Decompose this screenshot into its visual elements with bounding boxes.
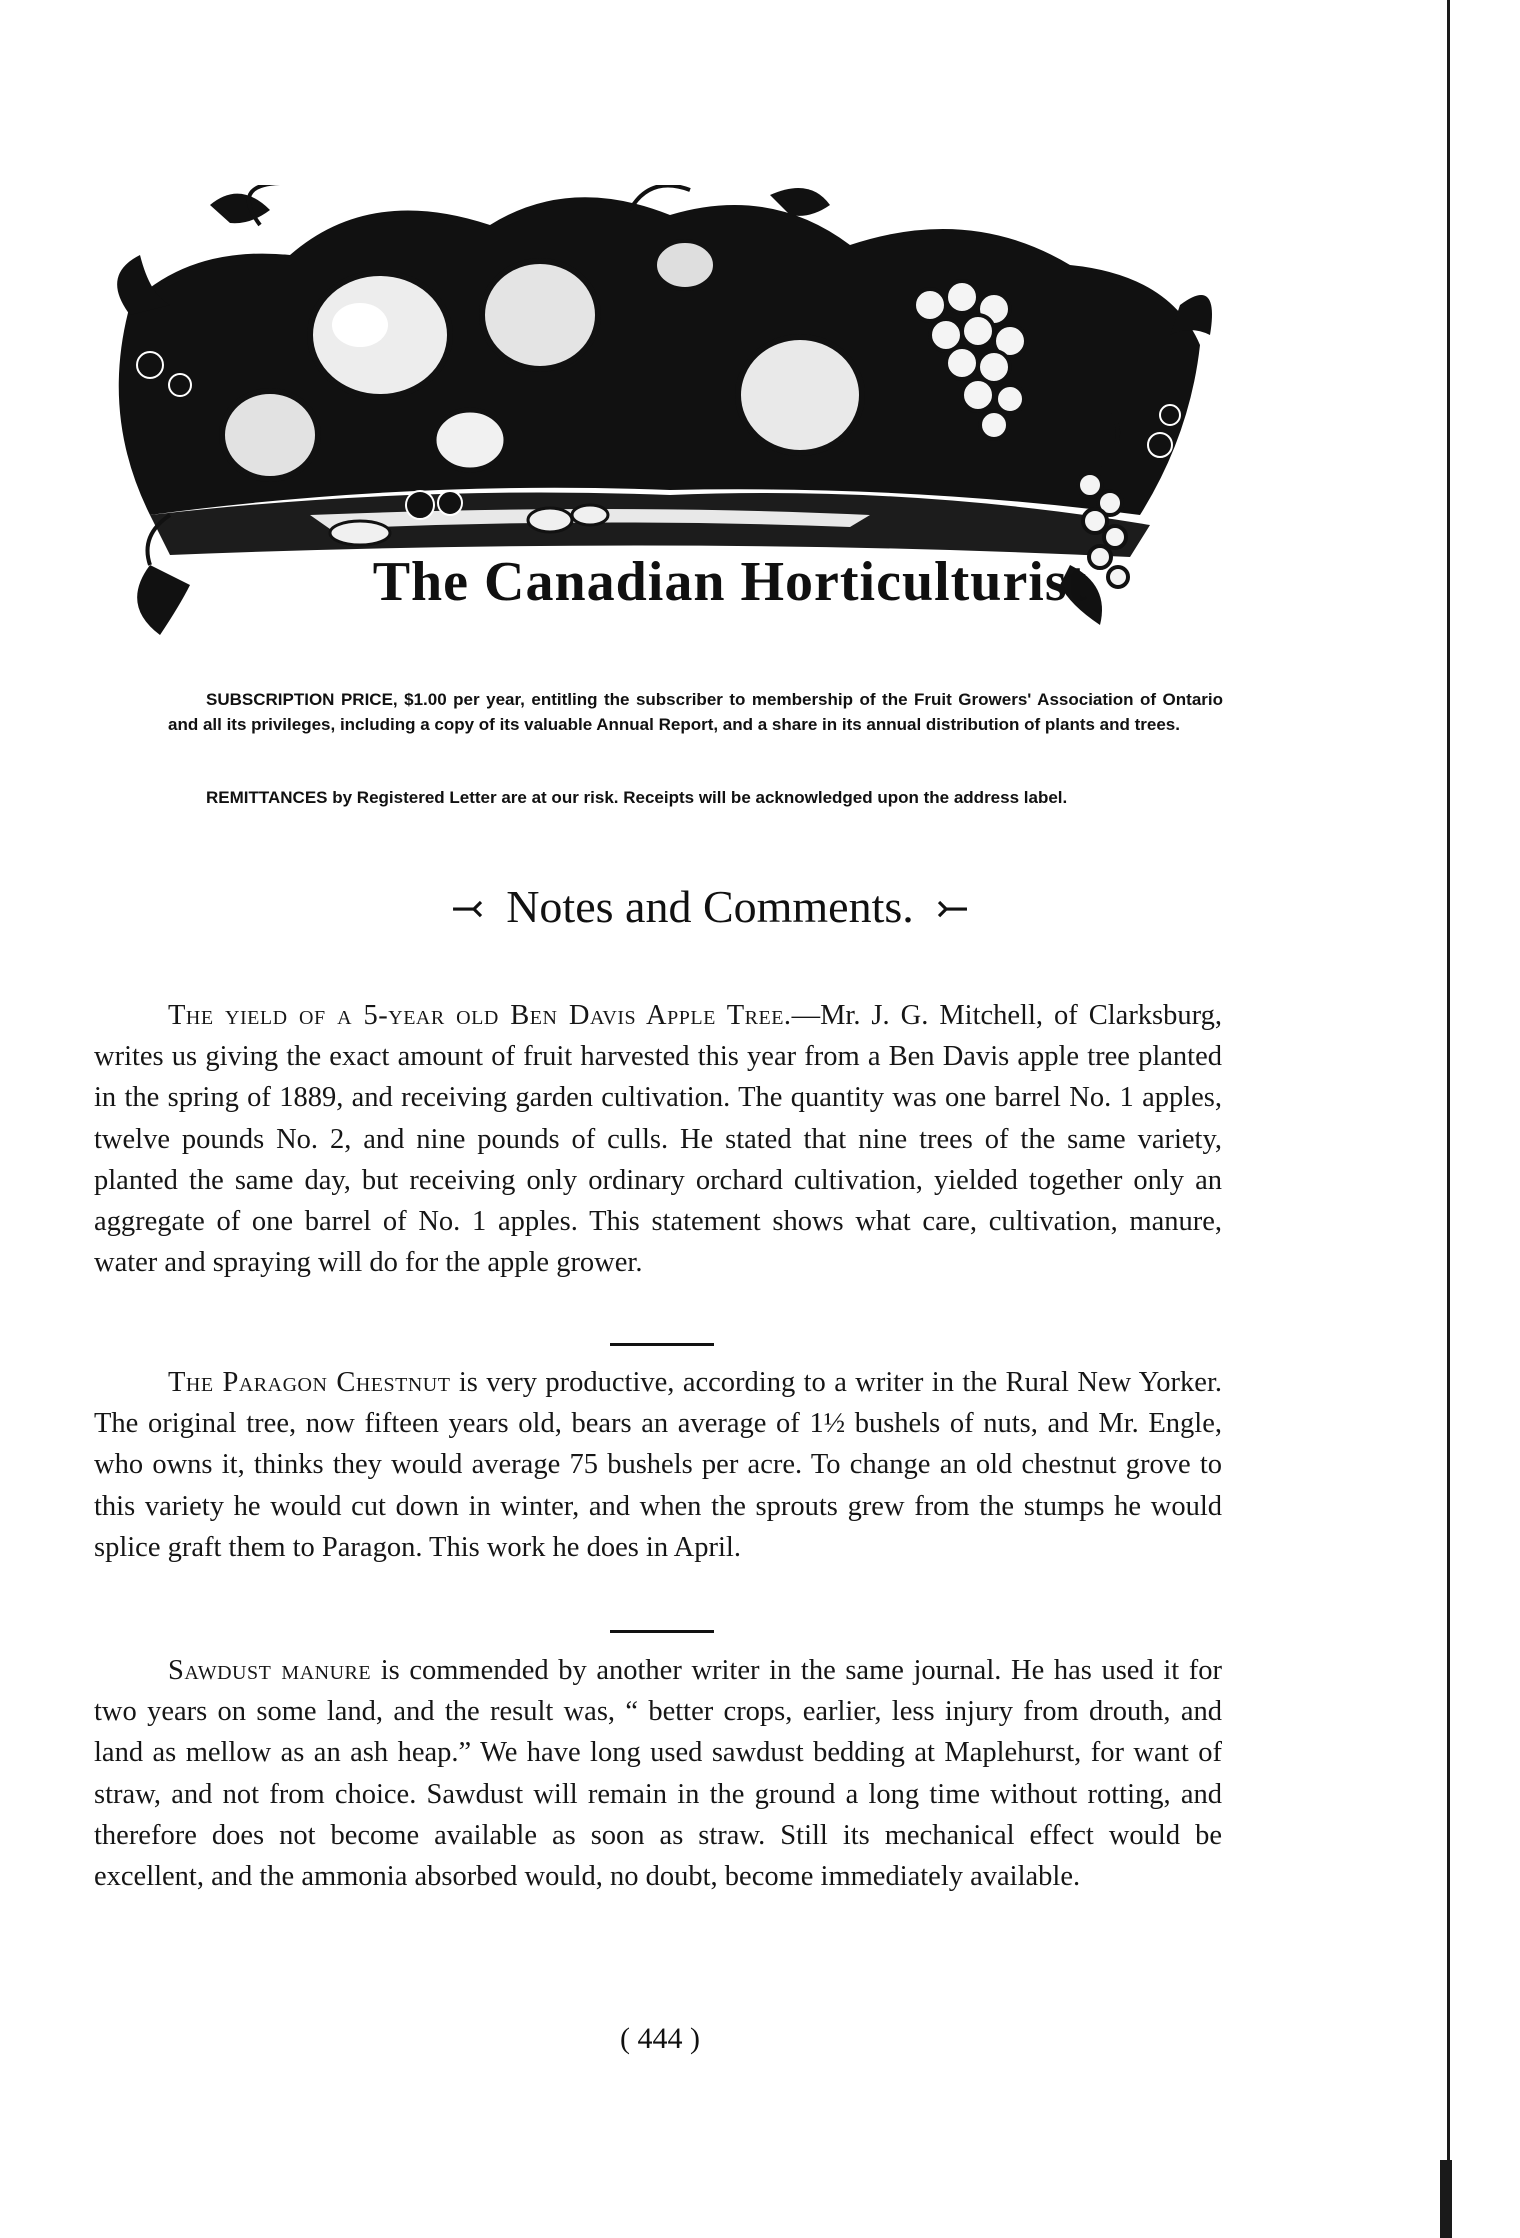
- article-paragon-chestnut: [94, 1362, 1222, 1568]
- remittances-lead: REMITTANCES: [206, 788, 328, 807]
- subscription-notice: [168, 687, 1223, 737]
- subscription-text: $1.00 per year, entitling the subscriber to membership of the Fruit Growers' Association of Ontario and all its privileges, including a copy of its valuable Annual Report, and a share in its annual distribution of plants and trees.: [168, 690, 1224, 734]
- article-lead: The yield of a 5-year old Ben Davis Apple Tree.: [168, 1000, 792, 1031]
- page-edge: [1447, 0, 1450, 2238]
- article-lead: The Paragon Chestnut: [168, 1367, 451, 1398]
- page-edge-foot: [1440, 2160, 1470, 2238]
- section-heading: [270, 880, 1150, 933]
- divider-rule: [610, 1630, 714, 1633]
- remittances-text: by Registered Letter are at our risk. Receipts will be acknowledged upon the address label.: [327, 788, 1068, 807]
- masthead: [110, 185, 1220, 665]
- section-title: Notes and Comments.: [506, 881, 914, 932]
- ornament-right-icon: ⤚: [935, 886, 970, 931]
- ornament-left-icon: ⤙: [450, 886, 485, 931]
- article-sawdust-manure: [94, 1650, 1222, 1897]
- article-lead: Sawdust manure: [168, 1655, 372, 1686]
- article-body: is very productive, according to a writer in the Rural New Yorker. The original tree, now fifteen years old, bears an average of 1½ bushels of nuts, and Mr. Engle, who owns it, thinks they would average 75 bushels per acre. To change an old chestnut grove to this variety he would cut down in winter, and when the sprouts grew from the stumps he would splice graft them to Paragon. This work he does in April.: [94, 1367, 1222, 1563]
- article-body: —Mr. J. G. Mitchell, of Clarksburg, writes us giving the exact amount of fruit harvested this year from a Ben Davis apple tree planted in the spring of 1889, and receiving garden cultivation. The quantity was one barrel No. 1 apples, twelve pounds No. 2, and nine pounds of culls. He stated that nine trees of the same variety, planted the same day, but receiving only ordinary orchard cultivation, yielded together only an aggregate of one barrel of No. 1 apples. This statement shows what care, cultivation, manure, water and spraying will do for the apple grower.: [94, 1000, 1222, 1279]
- article-ben-davis: [94, 995, 1222, 1283]
- subscription-lead: SUBSCRIPTION PRICE,: [206, 690, 398, 709]
- article-body: is commended by another writer in the same journal. He has used it for two years on some land, and the result was, “ better crops, earlier, less injury from drouth, and land as mellow as an ash heap.” We have long used sawdust bedding at Maplehurst, for want of straw, and not from choice. Sawdust will remain in the ground a long time without rotting, and therefore does not become available as soon as straw. Still its mechanical effect would be excellent, and the ammonia absorbed would, no doubt, become immediately available.: [94, 1655, 1223, 1893]
- page-number: ( 444 ): [620, 2022, 700, 2055]
- masthead-title: The Canadian Horticulturist: [372, 551, 1088, 613]
- divider-rule: [610, 1343, 714, 1346]
- remittances-notice: [168, 785, 1223, 810]
